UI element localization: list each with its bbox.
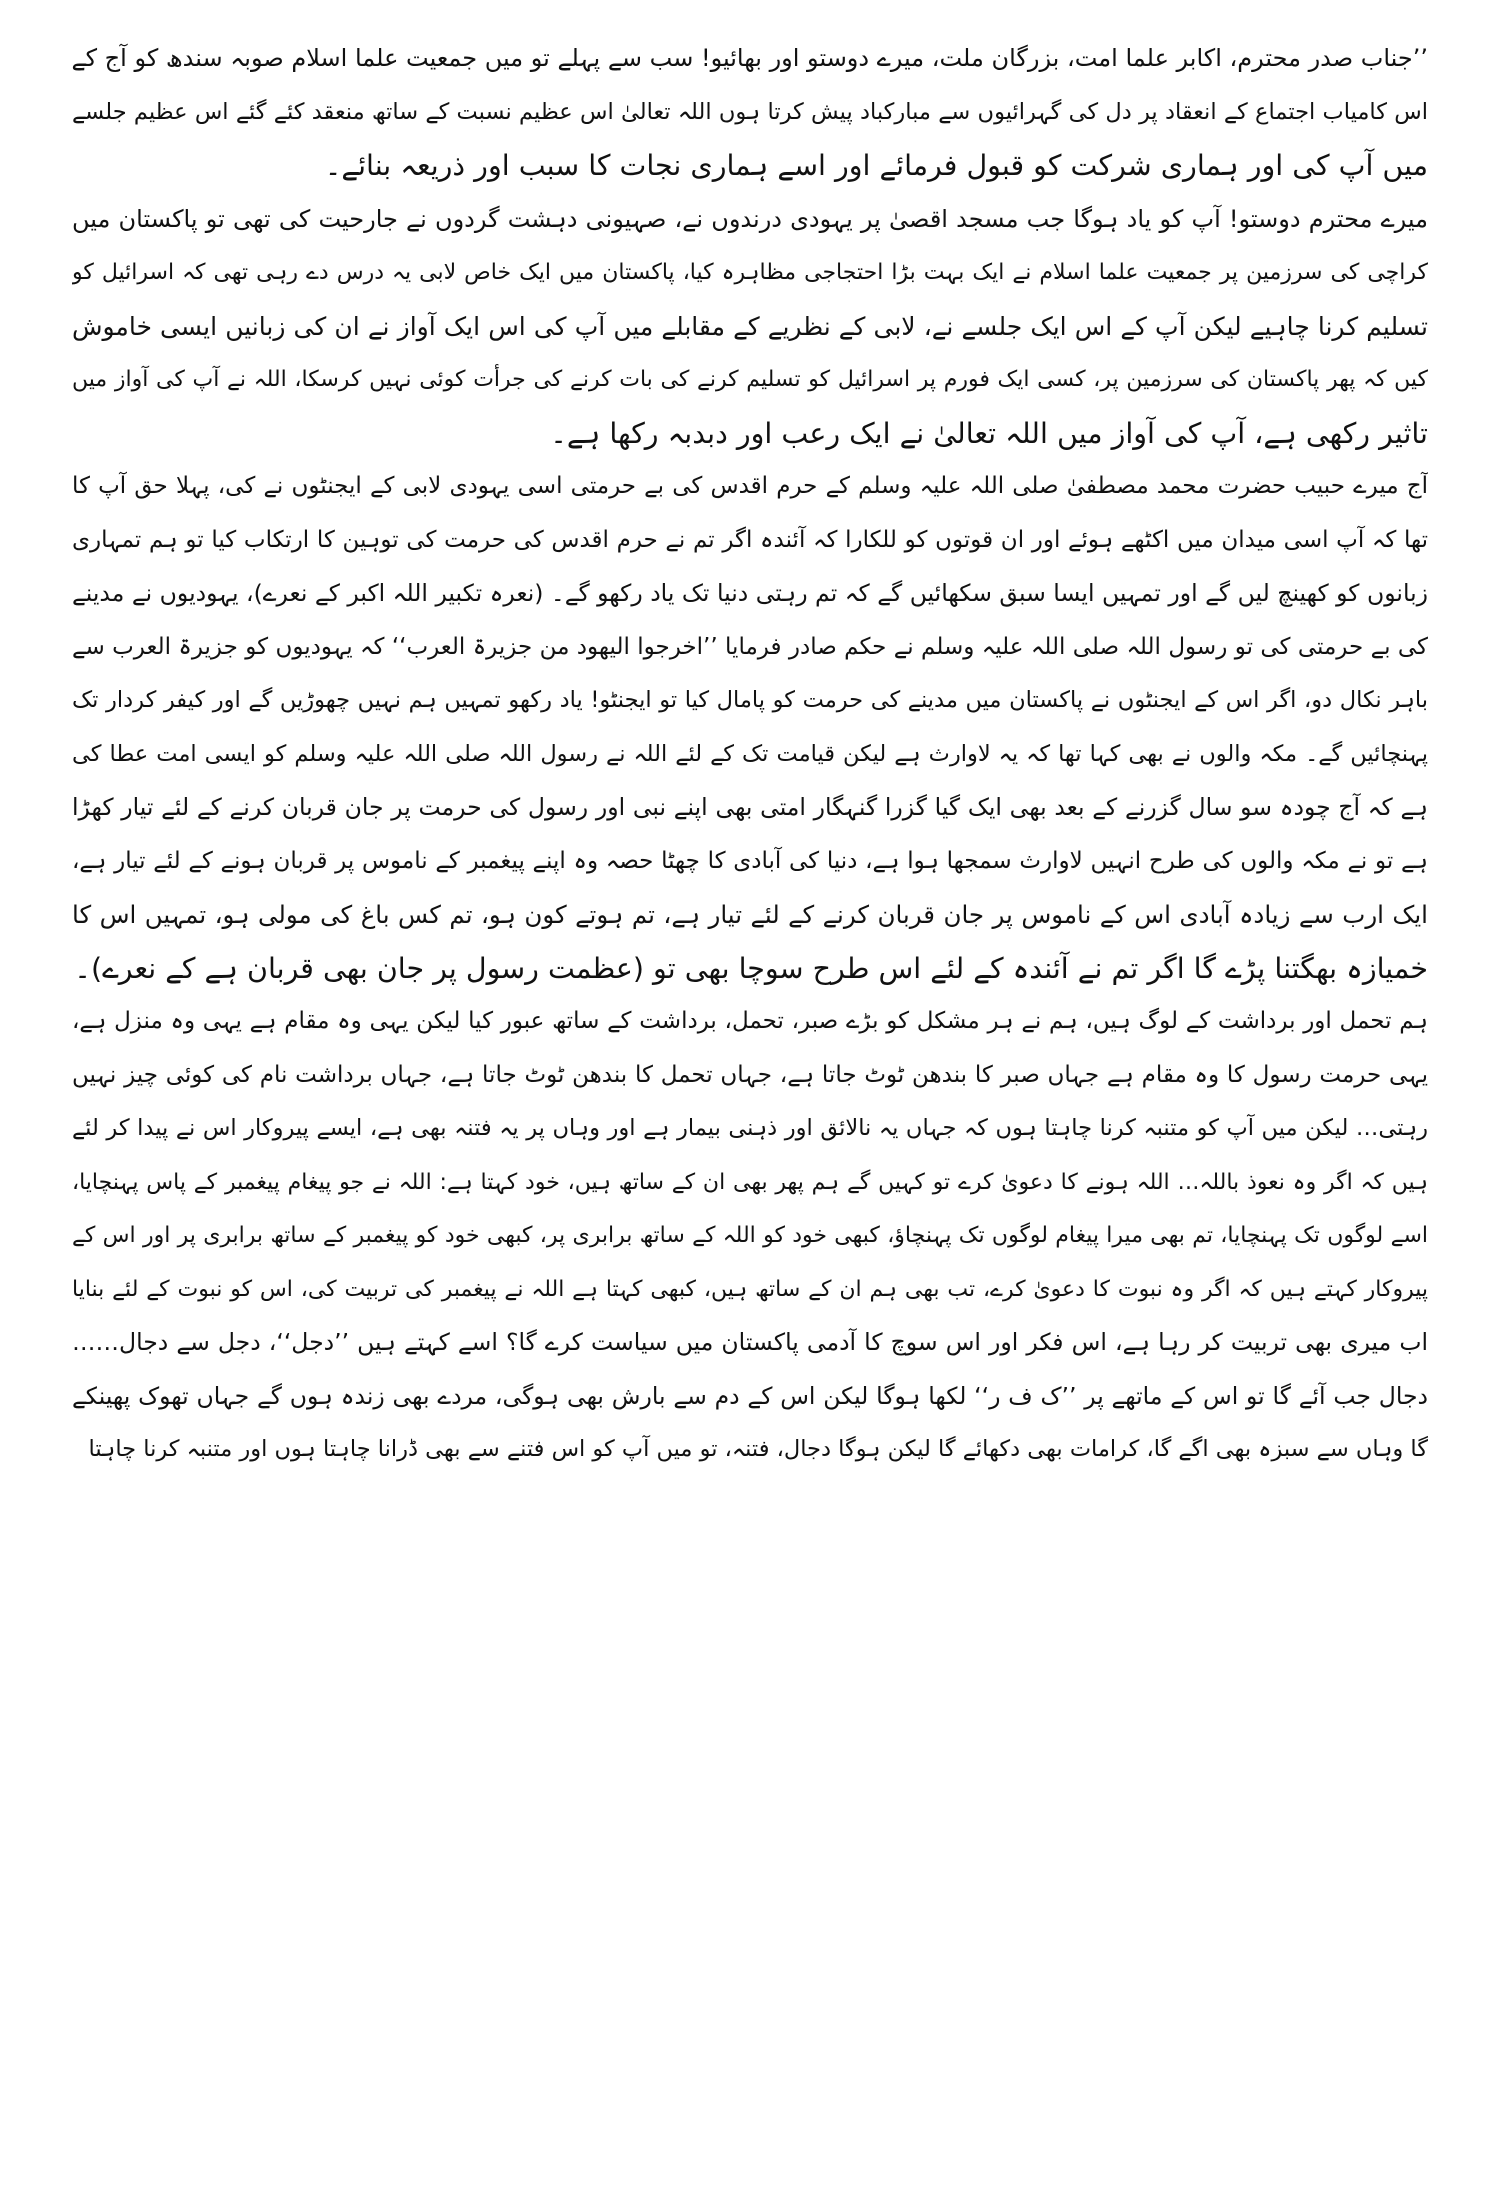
text-line: رہتی… لیکن میں آپ کو متنبہ کرنا چاہتا ہوں کہ جہاں یہ نالائق اور ذہنی بیمار ہے اور وہاں پر یہ فتنہ بھی ہے، ایسے پیروکار اس نے پیدا کر لئے [72, 1115, 1428, 1141]
paragraph [72, 193, 1428, 461]
text-line: دجال جب آئے گا تو اس کے ماتھے پر ’’ک ف ر‘‘ لکھا ہوگا لیکن اس کے دم سے بارش بھی ہوگی، مردے بھی زندہ ہوں گے جہاں تھوک پھینکے [72, 1381, 1428, 1410]
text-line: زبانوں کو کھینچ لیں گے اور تمہیں ایسا سبق سکھائیں گے کہ تم رہتی دنیا تک یاد رکھو گے۔ (نعرہ تکبیر اللہ اکبر کے نعرے)، یہودیوں نے مدینے [72, 579, 1428, 607]
text-line: تسلیم کرنا چاہیے لیکن آپ کے اس ایک جلسے نے، لابی کے نظریے کے مقابلے میں آپ کی اس ایک آواز نے ان کی زبانیں ایسی خاموش [72, 311, 1428, 341]
text-line: اس کامیاب اجتماع کے انعقاد پر دل کی گہرائیوں سے مبارکباد پیش کرتا ہوں اللہ تعالیٰ اس عظیم نسبت کے ساتھ منعقد کئے گئے اس عظیم جلسے [72, 98, 1428, 125]
text-line: آج میرے حبیب حضرت محمد مصطفیٰ صلی اللہ علیہ وسلم کے حرم اقدس کی بے حرمتی اسی یہودی لابی کے ایجنٹوں نے کی، پہلا حق آپ کا [72, 473, 1428, 499]
text-line: ہیں کہ اگر وہ نعوذ باللہ… اللہ ہونے کا دعویٰ کرے تو کہیں گے ہم پھر بھی ان کے ساتھ ہیں، خود کہتا ہے: اللہ نے جو پیغام پیغمبر کے پاس پہنچایا، [72, 1169, 1428, 1195]
speech-text-body [72, 32, 1428, 1477]
text-line: خمیازہ بھگتنا پڑے گا اگر تم نے آئندہ کے لئے اس طرح سوچا بھی تو (عظمت رسول پر جان بھی قربان ہے کے نعرے)۔ [74, 951, 1428, 985]
text-line: اسے لوگوں تک پہنچایا، تم بھی میرا پیغام لوگوں تک پہنچاؤ، کبھی خود کو اللہ کے ساتھ برابری پر، کبھی خود کو پیغمبر کے ساتھ برابری پر اور اس کے [72, 1223, 1428, 1248]
text-line: کی بے حرمتی کی تو رسول اللہ صلی اللہ علیہ وسلم نے حکم صادر فرمایا ’’اخرجوا الیھود من جزیرۃ العرب‘‘ کہ یہودیوں کو جزیرۃ العرب سے [72, 633, 1428, 660]
text-line: پہنچائیں گے۔ مکہ والوں نے بھی کہا تھا کہ یہ لاوارث ہے لیکن قیامت تک کے لئے اللہ نے رسول اللہ صلی اللہ علیہ وسلم کو ایسی امت عطا کی [72, 740, 1428, 767]
text-line: کیں کہ پھر پاکستان کی سرزمین پر، کسی ایک فورم پر اسرائیل کو تسلیم کرنے کی بات کرنے کی جرأت کوئی نہیں کرسکا، اللہ نے آپ کی آواز میں [72, 367, 1428, 392]
text-line: ہے کہ آج چودہ سو سال گزرنے کے بعد بھی ایک گیا گزرا گنہگار امتی بھی اپنے نبی اور رسول کی حرمت پر جان قربان کرنے کے لئے تیار کھڑا [72, 793, 1428, 821]
text-line: اب میری بھی تربیت کر رہا ہے، اس فکر اور اس سوچ کا آدمی پاکستان میں سیاست کرے گا؟ اسے کہتے ہیں ’’دجل‘‘، دجل سے دجال…… [72, 1328, 1428, 1356]
paragraph [72, 995, 1428, 1477]
text-line: کراچی کی سرزمین پر جمعیت علما اسلام نے ایک بہت بڑا احتجاجی مظاہرہ کیا، پاکستان میں ایک خاص لابی یہ درس دے رہی تھی کہ اسرائیل کو [72, 260, 1428, 285]
text-line: ایک ارب سے زیادہ آبادی اس کے ناموس پر جان قربان کرنے کے لئے تیار ہے، تم ہوتے کون ہو، تم کس باغ کی مولی ہو، تمہیں اس کا [72, 900, 1428, 929]
text-line: ہے تو نے مکہ والوں کی طرح انہیں لاوارث سمجھا ہوا ہے، دنیا کی آبادی کا چھٹا حصہ وہ اپنے پیغمبر کے ناموس پر قربان ہونے کے لئے تیار ہے، [72, 847, 1428, 874]
paragraph [72, 32, 1428, 193]
paragraph [72, 460, 1428, 995]
text-line: میرے محترم دوستو! آپ کو یاد ہوگا جب مسجد اقصیٰ پر یہودی درندوں نے، صہیونی دہشت گردوں نے جارحیت کی تھی تو پاکستان میں [72, 204, 1428, 233]
text-line: ’’جناب صدر محترم، اکابر علما امت، بزرگان ملت، میرے دوستو اور بھائیو! سب سے پہلے تو میں جمعیت علما اسلام صوبہ سندھ کو آج کے [72, 44, 1428, 72]
text-line: تاثیر رکھی ہے، آپ کی آواز میں اللہ تعالیٰ نے ایک رعب اور دبدبہ رکھا ہے۔ [550, 416, 1428, 450]
text-line: باہر نکال دو، اگر اس کے ایجنٹوں نے پاکستان میں مدینے کی حرمت کو پامال کیا تو ایجنٹو! یاد رکھو تمہیں ہم نہیں چھوڑیں گے اور کیفر کردار تک [72, 687, 1428, 713]
text-line: میں آپ کی اور ہماری شرکت کو قبول فرمائے اور اسے ہماری نجات کا سبب اور ذریعہ بنائے۔ [324, 149, 1428, 182]
text-line: پیروکار کہتے ہیں کہ اگر وہ نبوت کا دعویٰ کرے، تب بھی ہم ان کے ساتھ ہیں، کبھی کہتا ہے اللہ نے پیغمبر کی تربیت کی، اس کو نبوت کے لئے بنایا [72, 1276, 1428, 1302]
text-line: گا وہاں سے سبزہ بھی اگے گا، کرامات بھی دکھائے گا لیکن ہوگا دجال، فتنہ، تو میں آپ کو اس فتنے سے بھی ڈرانا چاہتا ہوں اور متنبہ کرنا چاہتا [88, 1436, 1428, 1462]
text-line: ہم تحمل اور برداشت کے لوگ ہیں، ہم نے ہر مشکل کو بڑے صبر، تحمل، برداشت کے ساتھ عبور کیا لیکن یہی وہ مقام ہے یہی وہ منزل ہے، [72, 1008, 1428, 1034]
text-line: یہی حرمت رسول کا وہ مقام ہے جہاں صبر کا بندھن ٹوٹ جاتا ہے، جہاں تحمل کا بندھن ٹوٹ جاتا ہے، جہاں برداشت نام کی کوئی چیز نہیں [72, 1061, 1428, 1088]
text-line: تھا کہ آپ اسی میدان میں اکٹھے ہوئے اور ان قوتوں کو للکارا کہ آئندہ اگر تم نے حرم اقدس کی حرمت کی توہین کا ارتکاب کیا تو ہم تمہاری [72, 526, 1428, 553]
